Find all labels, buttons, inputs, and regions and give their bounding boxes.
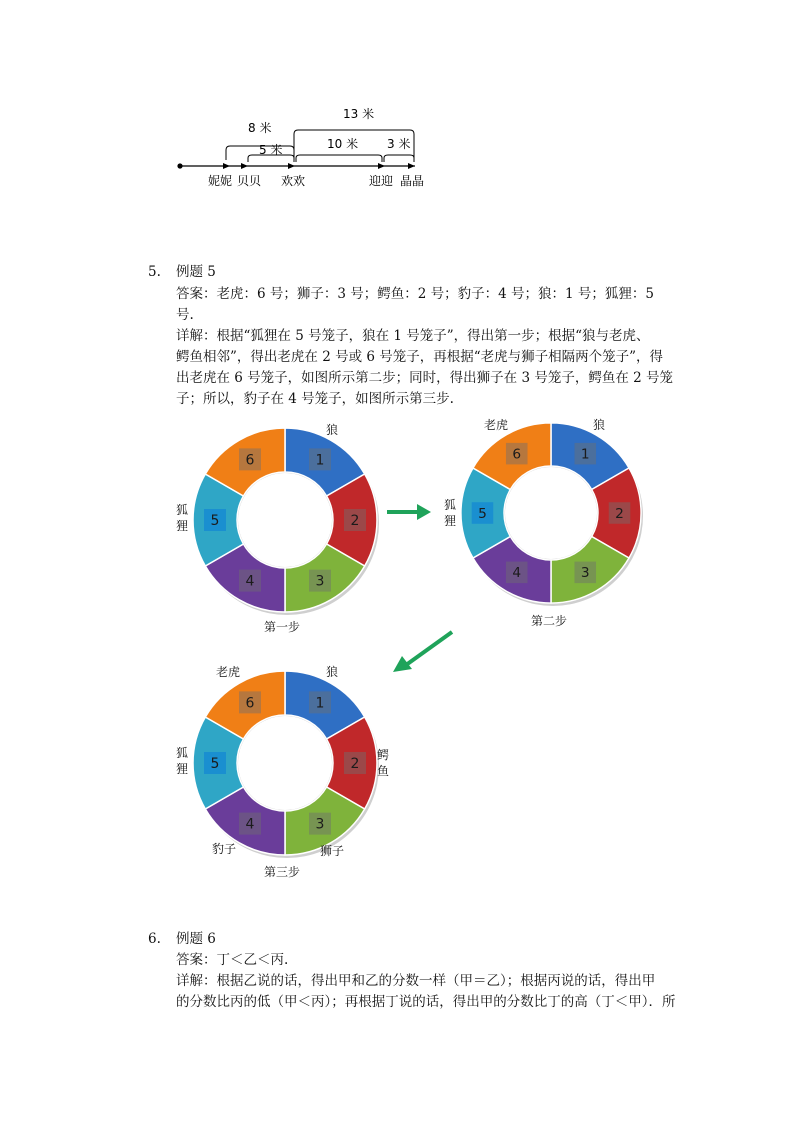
step1-label-lang: 狼 [326, 423, 339, 437]
ring-step1 [190, 425, 380, 615]
step2-label-laohu: 老虎 [484, 418, 509, 432]
segment-number-5: 5 [210, 513, 220, 529]
segment-number-5: 5 [210, 756, 220, 772]
q6-answer: 答案：丁＜乙＜丙. [176, 952, 289, 968]
label-nini: 妮妮 [208, 174, 233, 188]
step3-label-huli-1: 狐 [176, 746, 189, 760]
segment-number-1: 1 [315, 695, 325, 712]
segment-number-1: 1 [580, 446, 590, 463]
step3-label-eyu-2: 鱼 [377, 764, 390, 778]
dist-3-label: 3 米 [387, 137, 411, 151]
q6-number: 6. [148, 931, 161, 947]
label-huanhuan: 欢欢 [281, 174, 306, 188]
step1-label-huli-1: 狐 [176, 503, 189, 517]
dist-5-label: 5 米 [259, 143, 283, 157]
step1-caption: 第一步 [264, 620, 301, 634]
step3-caption: 第三步 [264, 865, 301, 879]
q5-answer-line2: 号. [176, 307, 194, 323]
q5-detail-line4: 子；所以，豹子在 4 号笼子，如图所示第三步. [176, 391, 454, 407]
segment-number-4: 4 [512, 565, 522, 582]
segment-number-6: 6 [245, 452, 255, 469]
step3-label-eyu-1: 鳄 [377, 748, 390, 762]
segment-number-3: 3 [315, 816, 325, 833]
segment-number-5: 5 [478, 505, 487, 522]
ring-center-hole [505, 467, 597, 559]
segment-number-2: 2 [350, 513, 360, 529]
step3-label-shizi: 狮子 [320, 844, 345, 858]
dist-13-label: 13 米 [343, 107, 375, 121]
step3-label-lang: 狼 [326, 665, 339, 679]
q6-title: 例题 6 [176, 931, 216, 947]
segment-number-2: 2 [615, 505, 624, 522]
q5-detail-line1: 详解：根据“狐狸在 5 号笼子，狼在 1 号笼子”，得出第一步；根据“狼与老虎、 [176, 328, 650, 344]
arrow-down-left-icon [388, 628, 458, 676]
q5-number: 5. [148, 264, 161, 280]
arrow-right-icon [385, 502, 435, 522]
segment-number-3: 3 [580, 565, 590, 582]
q5-detail-line3: 出老虎在 6 号笼子，如图所示第二步；同时，得出狮子在 3 号笼子，鳄鱼在 2 号笼 [176, 370, 674, 386]
segment-number-4: 4 [245, 816, 255, 833]
step2-label-huli-2: 狸 [444, 514, 457, 528]
dist-8-label: 8 米 [248, 121, 272, 135]
step3-label-laohu: 老虎 [216, 665, 241, 679]
number-line-diagram [160, 100, 450, 195]
step3-label-huli-2: 狸 [176, 762, 189, 776]
q6-detail-line2: 的分数比丙的低（甲＜丙）；再根据丁说的话，得出甲的分数比丁的高（丁＜甲）．所 [176, 994, 676, 1010]
q5-answer-line1: 答案：老虎：6 号；狮子：3 号；鳄鱼：2 号；豹子：4 号；狼：1 号；狐狸：5 [176, 286, 654, 302]
label-beibei: 贝贝 [237, 174, 262, 188]
step2-label-lang: 狼 [593, 418, 606, 432]
step2-caption: 第二步 [531, 614, 568, 628]
label-yingying: 迎迎 [369, 174, 394, 188]
ring-step3 [190, 668, 380, 858]
ring-center-hole [238, 473, 332, 567]
dist-10-label: 10 米 [327, 137, 359, 151]
ring-center-hole [238, 716, 332, 810]
ring-step2 [458, 420, 644, 606]
q5-detail-line2: 鳄鱼相邻”，得出老虎在 2 号或 6 号笼子，再根据“老虎与狮子相隔两个笼子”，得 [176, 349, 664, 365]
step2-label-huli-1: 狐 [444, 498, 457, 512]
segment-number-3: 3 [315, 573, 325, 590]
segment-number-4: 4 [245, 573, 255, 590]
segment-number-2: 2 [350, 756, 360, 772]
q5-title: 例题 5 [176, 264, 216, 280]
segment-number-6: 6 [512, 446, 522, 463]
segment-number-6: 6 [245, 695, 255, 712]
label-jingjing: 晶晶 [400, 174, 425, 188]
q6-detail-line1: 详解：根据乙说的话，得出甲和乙的分数一样（甲＝乙）；根据丙说的话，得出甲 [176, 973, 656, 989]
step3-label-baozi: 豹子 [212, 842, 237, 856]
segment-number-1: 1 [315, 452, 325, 469]
step1-label-huli-2: 狸 [176, 519, 189, 533]
